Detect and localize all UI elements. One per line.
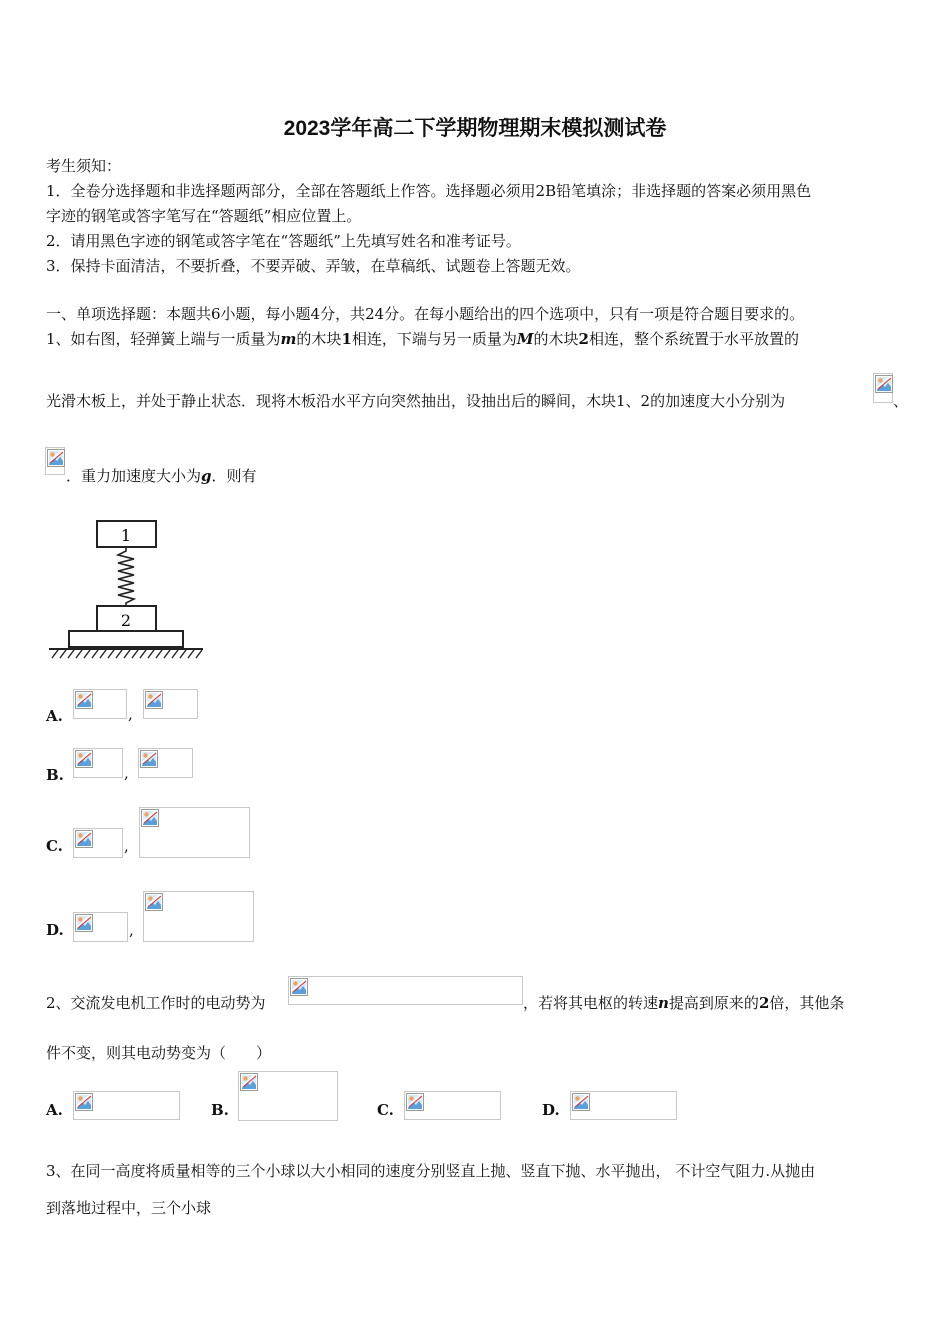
broken-image-icon [47,449,65,467]
ground-hatch [52,650,202,658]
broken-image-icon [75,1093,93,1111]
option-b[interactable]: B. [46,766,64,784]
comma: , [124,837,129,855]
comma: , [129,921,134,939]
formula-image [143,891,254,942]
notice-heading: 考生须知： [46,157,122,175]
formula-image [73,828,123,858]
block-2-label: 2 [120,611,132,630]
broken-image-icon [75,750,93,768]
broken-image-icon [140,750,158,768]
question-3-line-2: 到落地过程中，三个小球 [46,1199,212,1217]
notice-item: 3．保持卡面清洁，不要折叠，不要弄破、弄皱，在草稿纸、试题卷上答题无效。 [46,257,581,275]
formula-image [138,748,193,778]
spring-blocks-figure [46,518,206,663]
notice-item: 2．请用黑色字迹的钢笔或答字笔在“答题纸”上先填写姓名和准考证号。 [46,232,521,250]
option-b[interactable]: B. [211,1101,229,1119]
formula-image [73,748,123,778]
broken-image-icon [145,691,163,709]
option-a[interactable]: A. [46,1101,63,1119]
comma: , [128,705,133,723]
formula-image [873,373,893,403]
block-1-label: 1 [120,526,132,545]
spring [118,547,134,606]
option-d[interactable]: D. [542,1101,560,1119]
question-3-line-1: 3、在同一高度将质量相等的三个小球以大小相同的速度分别竖直上抛、竖直下抛、水平抛出， 不计空气阻力.从抛由 [46,1162,816,1180]
board [69,631,183,647]
comma: , [124,764,129,782]
broken-image-icon [75,914,93,932]
broken-image-icon [75,830,93,848]
option-a[interactable]: A. [46,707,63,725]
separator: 、 [893,392,909,410]
formula-image [143,689,198,719]
formula-image [570,1091,677,1120]
broken-image-icon [290,978,308,996]
option-d[interactable]: D. [46,921,64,939]
formula-image [238,1071,338,1121]
page-title: 2023学年高二下学期物理期末模拟测试卷 [283,117,667,140]
formula-image [45,447,65,475]
question-2-line-2: 件不变，则其电动势变为（ ） [46,1044,272,1062]
broken-image-icon [572,1093,590,1111]
broken-image-icon [75,691,93,709]
question-1-line-3: ．重力加速度大小为g．则有 [66,467,257,485]
notice-item: 字迹的钢笔或答字笔写在“答题纸”相应位置上。 [46,207,362,225]
formula-image [73,1091,180,1120]
question-1-line-1: 1、如右图，轻弹簧上端与一质量为m的木块1相连，下端与另一质量为M的木块2相连，整个系统置于水平放置的 [46,330,799,348]
broken-image-icon [240,1073,258,1091]
broken-image-icon [406,1093,424,1111]
question-1-line-2: 光滑木板上，并处于静止状态．现将木板沿水平方向突然抽出，设抽出后的瞬间，木块1、2的加速度大小分别为 [46,392,786,410]
question-2-line-1a: 2、交流发电机工作时的电动势为 [46,994,266,1012]
option-c[interactable]: C. [377,1101,394,1119]
broken-image-icon [875,375,893,393]
formula-image [73,912,128,942]
section-heading: 一、单项选择题：本题共6小题，每小题4分，共24分。在每小题给出的四个选项中，只有一项是符合题目要求的。 [46,305,805,323]
formula-image [139,807,250,858]
formula-image [73,689,127,719]
option-c[interactable]: C. [46,837,63,855]
question-2-line-1b: ，若将其电枢的转速n提高到原来的2倍，其他条 [523,994,845,1012]
formula-image [288,976,523,1005]
broken-image-icon [145,893,163,911]
formula-image [404,1091,501,1120]
broken-image-icon [141,809,159,827]
notice-item: 1．全卷分选择题和非选择题两部分，全部在答题纸上作答。选择题必须用2B铅笔填涂；非选择题的答案必须用黑色 [46,182,812,200]
